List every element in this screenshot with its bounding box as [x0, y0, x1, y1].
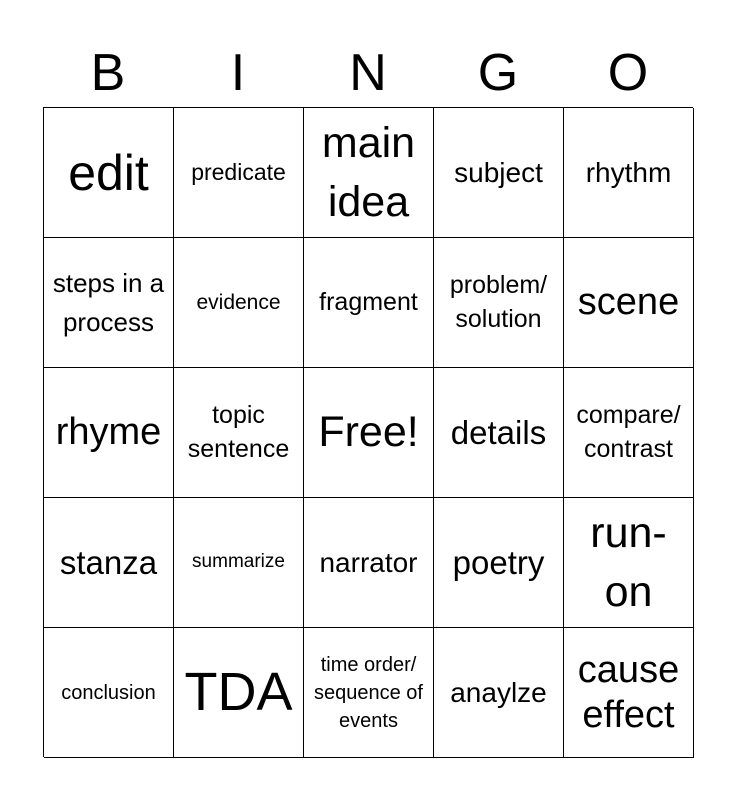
bingo-cell[interactable]: [44, 628, 174, 758]
bingo-cell[interactable]: [434, 628, 564, 758]
cell-label: run-on: [590, 509, 667, 616]
bingo-cell[interactable]: [564, 498, 694, 628]
bingo-cell[interactable]: [304, 108, 434, 238]
cell-label: stanza: [59, 543, 158, 581]
cell-label: conclusion: [61, 681, 156, 704]
cell-label: summarize: [192, 551, 285, 573]
cell-label: TDA: [184, 662, 293, 723]
bingo-cell[interactable]: [304, 628, 434, 758]
cell-label: poetry: [452, 543, 545, 581]
cell-label: predicate: [191, 159, 286, 186]
cell-label: Free!: [318, 408, 419, 457]
bingo-cell[interactable]: [174, 238, 304, 368]
cell-label: narrator: [319, 546, 418, 578]
bingo-cell[interactable]: [564, 368, 694, 498]
bingo-cell[interactable]: [44, 238, 174, 368]
bingo-cell[interactable]: [174, 628, 304, 758]
cell-label: edit: [68, 144, 149, 201]
header-letter-o: O: [607, 44, 649, 102]
cell-label: rhyme: [55, 411, 162, 454]
header-letter-n: N: [349, 44, 387, 102]
header-letter-b: B: [90, 44, 126, 102]
bingo-cell[interactable]: [174, 108, 304, 238]
bingo-cell[interactable]: [304, 498, 434, 628]
bingo-cell[interactable]: [434, 368, 564, 498]
cell-label: scene: [577, 281, 680, 324]
cell-label: subject: [454, 156, 543, 188]
bingo-cell[interactable]: [434, 108, 564, 238]
bingo-cell[interactable]: [304, 238, 434, 368]
cell-label: rhythm: [585, 156, 672, 188]
bingo-cell[interactable]: [564, 238, 694, 368]
cell-label: time order/ sequence of events: [314, 653, 423, 732]
header-letter-g: G: [477, 44, 519, 102]
bingo-cell[interactable]: [174, 498, 304, 628]
bingo-cell[interactable]: [174, 368, 304, 498]
bingo-header: [43, 40, 693, 106]
bingo-cell[interactable]: [434, 498, 564, 628]
cell-label: details: [450, 413, 547, 451]
cell-label: evidence: [196, 290, 281, 314]
bingo-cell[interactable]: [44, 368, 174, 498]
cell-label: main idea: [321, 119, 416, 226]
bingo-cell[interactable]: [44, 108, 174, 238]
header-letter-i: I: [230, 44, 246, 102]
bingo-cell[interactable]: [564, 628, 694, 758]
cell-label: fragment: [319, 287, 418, 316]
bingo-cell[interactable]: [564, 108, 694, 238]
cell-label: steps in a process: [52, 267, 165, 337]
cell-label: problem/ solution: [449, 270, 548, 333]
cell-label: topic sentence: [187, 400, 290, 463]
bingo-board: [43, 107, 693, 757]
cell-label: cause effect: [577, 648, 680, 736]
free-space-cell[interactable]: [304, 368, 434, 498]
cell-label: anaylze: [450, 676, 547, 708]
bingo-cell[interactable]: [434, 238, 564, 368]
bingo-cell[interactable]: [44, 498, 174, 628]
cell-label: compare/ contrast: [576, 400, 681, 463]
